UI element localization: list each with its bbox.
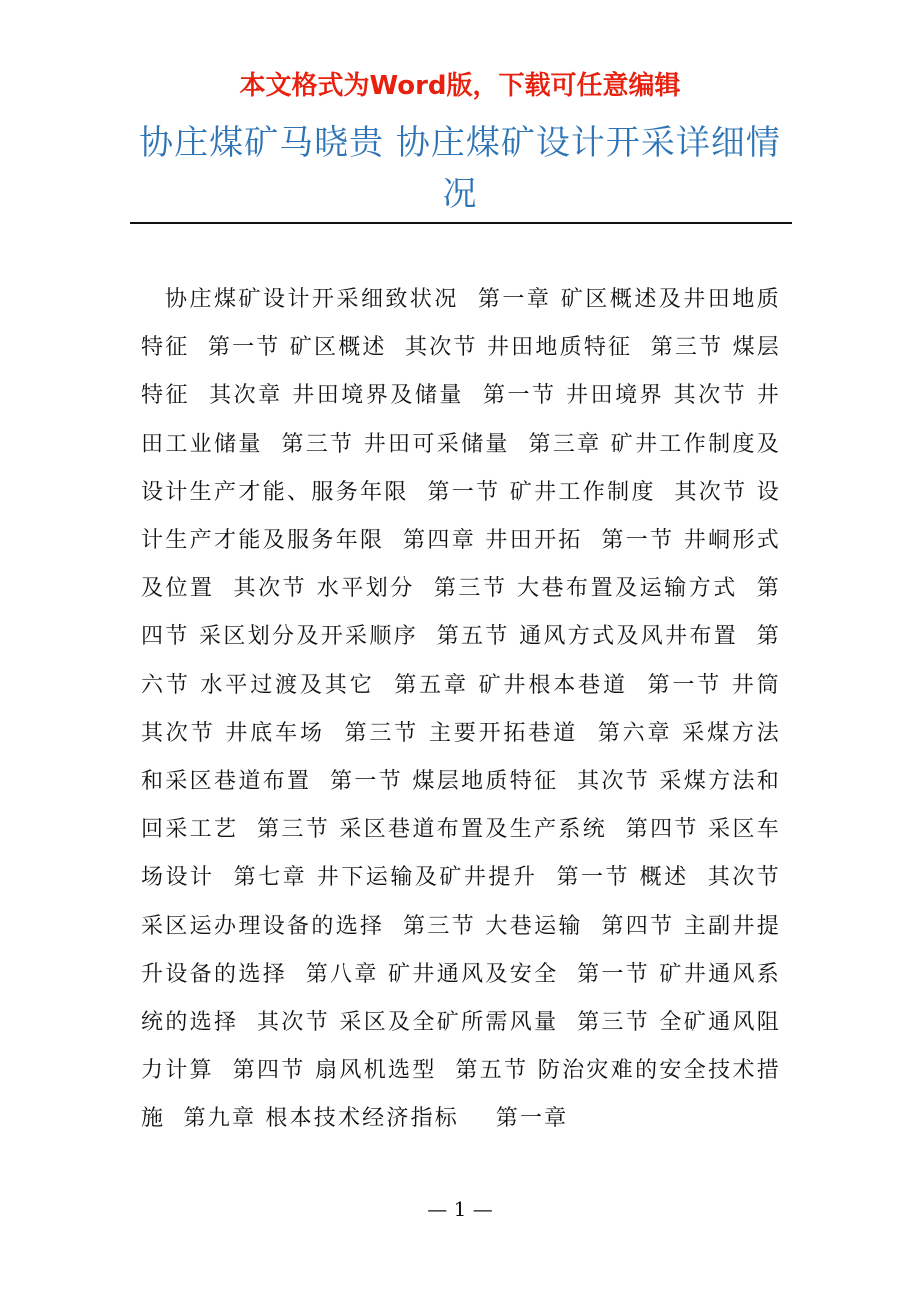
format-notice: 本文格式为Word版，下载可任意编辑 xyxy=(239,71,681,101)
page-number: — 1 — xyxy=(427,1197,493,1221)
body-paragraph: 协庄煤矿设计开采细致状况 第一章 矿区概述及井田地质特征 第一节 矿区概述 其次节 井田地质特征 第三节 煤层特征 其次章 井田境界及储量 第一节 井田境界 其次节 井田工业储量 第三节 井田可采储量 第三章 矿井工作制度及设计生产才能、服务年限 第一节 矿井工作制度 其次节 设计生产才能及服务年限 第四章 井田开拓 第一节 井峒形式及位置 其次节 水平划分 第三节 大巷布置及运输方式 第四节 采区划分及开采顺序 第五节 通风方式及风井布置 第六节 水平过渡及其它 第五章 矿井根本巷道 第一节 井筒 其次节 井底车场 第三节 主要开拓巷道 第六章 采煤方法和采区巷道布置 第一节 煤层地质特征 其次节 采煤方法和回采工艺 第三节 采区巷道布置及生产系统 第四节 采区车场设计 第七章 井下运输及矿井提升 第一节 概述 其次节 采区运办理设备的选择 第三节 大巷运输 第四节 主副井提升设备的选择 第八章 矿井通风及安全 第一节 矿井通风系统的选择 其次节 采区及全矿所需风量 第三节 全矿通风阻力计算 第四节 扇风机选型 第五节 防治灾难的安全技术措施 第九章 根本技术经济指标 第一章 xyxy=(141,287,800,1132)
document-title: 协庄煤矿马晓贵 协庄煤矿设计开采详细情况 xyxy=(139,123,781,214)
title-divider xyxy=(130,222,792,224)
